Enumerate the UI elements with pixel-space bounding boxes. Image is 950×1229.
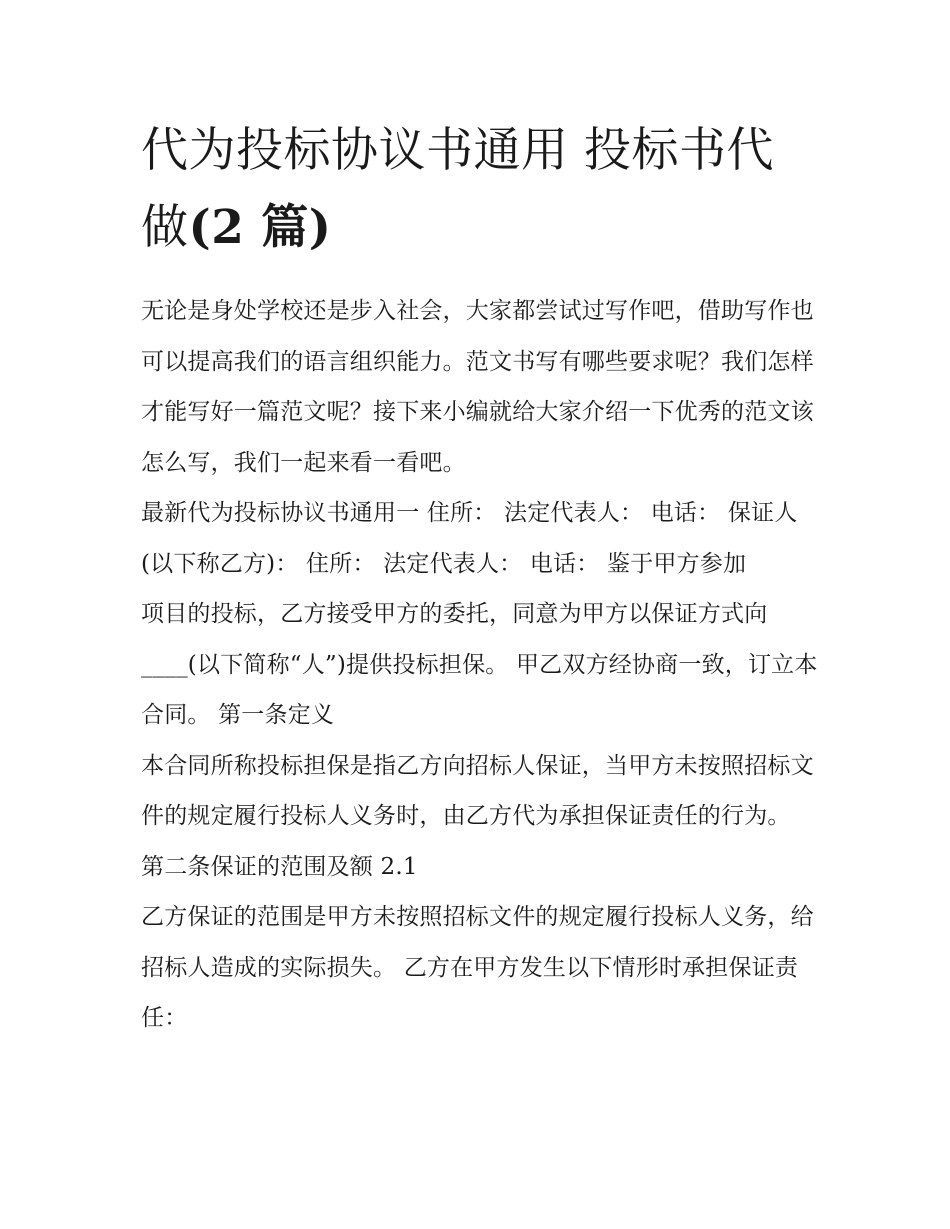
scope-paragraph: 乙方保证的范围是甲方未按照招标文件的规定履行投标人义务，给招标人造成的实际损失。 乙方在甲方发生以下情形时承担保证责任： xyxy=(141,904,814,1031)
definition-paragraph: 本合同所称投标担保是指乙方向招标人保证，当甲方未按照招标文件的规定履行投标人义务时，由乙方代为承担保证责任的行为。 第二条保证的范围及额 2.1 xyxy=(141,752,814,880)
intro-paragraph: 无论是身处学校还是步入社会，大家都尝试过写作吧，借助写作也可以提高我们的语言组织能力。范文书写有哪些要求呢？我们怎样才能写好一篇范文呢？接下来小编就给大家介绍一下优秀的范文该怎么写，我们一起来看一看吧。 xyxy=(141,298,814,476)
document-body xyxy=(141,286,821,1044)
document-page xyxy=(141,112,821,1044)
purpose-paragraph: 项目的投标，乙方接受甲方的委托，同意为甲方以保证方式向____(以下简称“人”)提供投标担保。 甲乙双方经协商一致，订立本合同。 第一条定义 xyxy=(141,601,818,728)
title-text: 代为投标协议书通用 投标书代做 xyxy=(141,123,774,255)
document-title xyxy=(141,112,821,266)
title-count: (2 篇) xyxy=(188,200,332,255)
parties-paragraph: 最新代为投标协议书通用一 住所： 法定代表人： 电话： 保证人(以下称乙方)： 住所： 法定代表人： 电话： 鉴于甲方参加 xyxy=(141,500,798,577)
